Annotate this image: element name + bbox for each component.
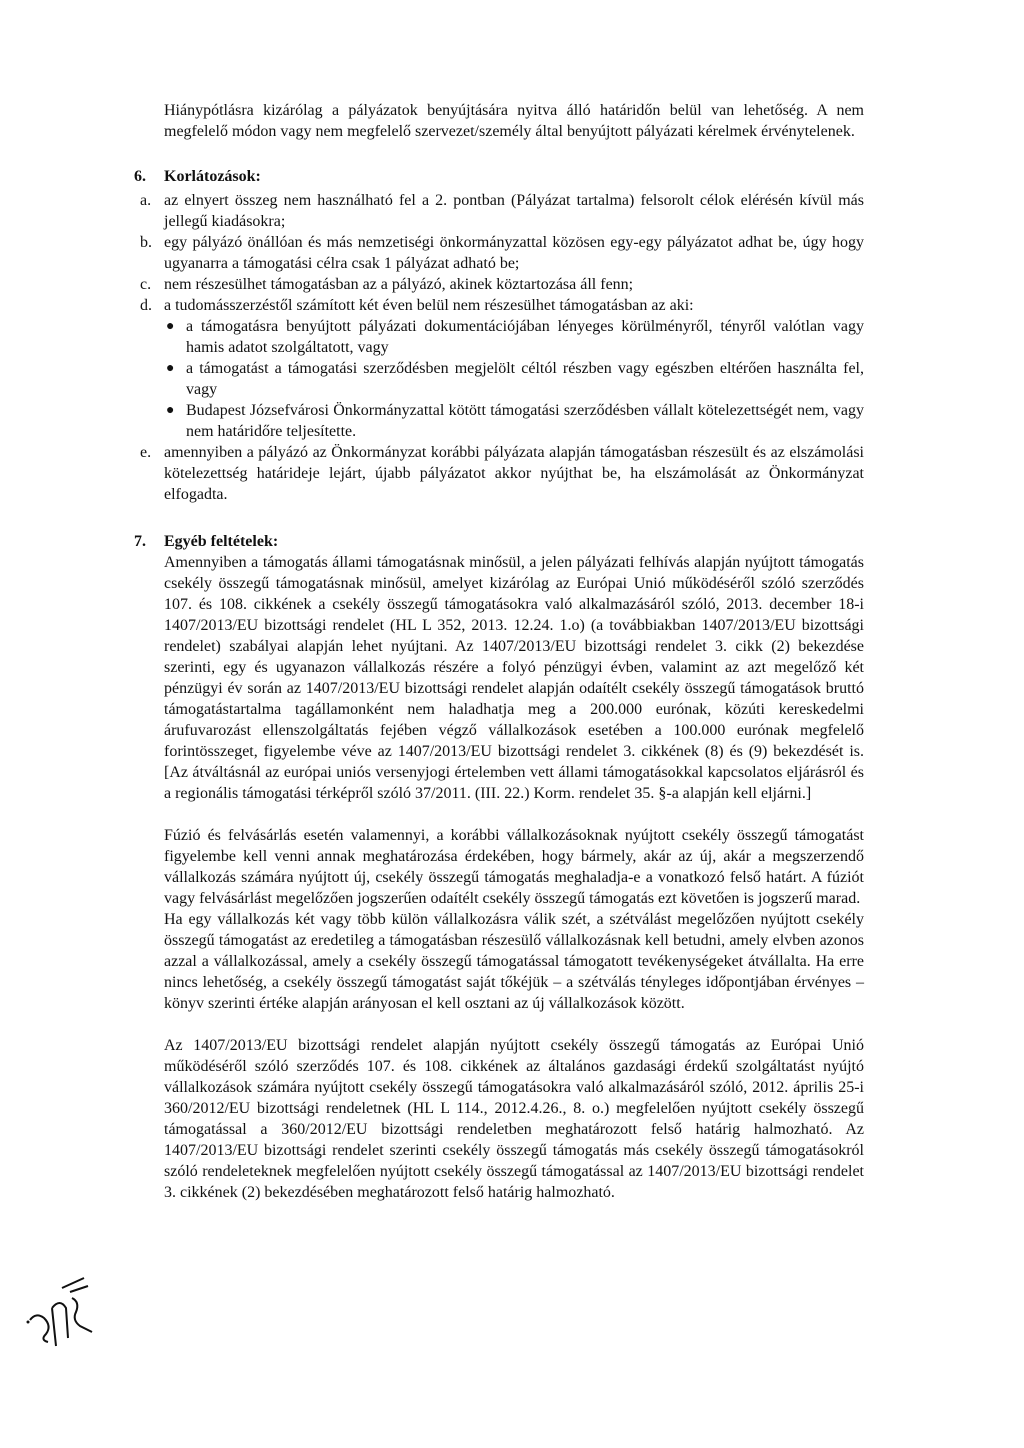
section-7-paragraph-1: Amennyiben a támogatás állami támogatásnak minősül, a jelen pályázati felhívás alapján nyújtott támogatás csekély összegű támogatásnak minősül, amelyet kizárólag az Európai Unió működéséről szóló szerződés 107. és 108. cikkének a csekély összegű támogatásokra való alkalmazásáról szóló, 2013. december 18-i 1407/2013/EU bizottsági rendelet (HL L 352, 2013. 12.24. 1.o) (a továbbiakban 1407/2013/EU bizottsági rendelet) szabályai alapján lehet nyújtani. Az 1407/2013/EU bizottsági rendelet 3. cikk (2) bekezdése szerinti, egy és ugyanazon vállalkozás részére a folyó pénzügyi évben, valamint az azt megelőző két pénzügyi év során az 1407/2013/EU bizottsági rendelet alapján odaítélt csekély összegű támogatások bruttó támogatástartalma tagállamonként nem haladhatja meg a 200.000 eurónak, közúti kereskedelmi árufuvarozást ellenszolgáltatás fejében végző vállalkozások esetében a 100.000 eurónak megfelelő forintösszeget, figyelembe véve az 1407/2013/EU bizottsági rendelet 3. cikkének (8) és (9) bekezdését is. [Az átváltásnál az európai uniós versenyjogi értelemben vett állami támogatásokkal kapcsolatos eljárásról és a regionális támogatási térképről szóló 37/2011. (III. 22.) Korm. rendelet 35. §-a alapján kell eljárni.] [164, 554, 864, 802]
restriction-d-bullets [164, 316, 864, 442]
item-text: nem részesülhet támogatásban az a pályázó, akinek köztartozása áll fenn; [164, 276, 634, 293]
item-letter: d. [140, 297, 152, 314]
item-text: egy pályázó önállóan és más nemzetiségi önkormányzattal közösen egy-egy pályázatot adhat be, úgy hogy ugyanarra a támogatási célra csak 1 pályázat adható be; [164, 234, 864, 272]
restriction-item-b [140, 232, 864, 274]
section-7-paragraph-3: Ha egy vállalkozás két vagy több külön vállalkozásra válik szét, a szétválást megelőzően nyújtott csekély összegű támogatást az eredetileg a támogatásban részesülő vállalkozásnak kell betudni, amely elvben azonos azzal a vállalkozással, amely a csekély összegű támogatással támogatott tevékenységeket átvállalta. Ha erre nincs lehetőség, a csekély összegű támogatást saját tőkéjük – a szétválás tényleges időpontjában érvényes – könyv szerinti értéke alapján arányosan el kell osztani az új vállalkozások között. [164, 911, 864, 1012]
item-text: amennyiben a pályázó az Önkormányzat korábbi pályázata alapján támogatásban részesült és az elszámolási kötelezettség határideje lejárt, újabb pályázatot akkor nyújthat be, ha elszámolását az Önkormányzat elfogadta. [164, 444, 864, 503]
document-body [134, 100, 864, 1203]
bullet-text: a támogatásra benyújtott pályázati dokumentációjában lényeges körülményről, tényről valótlan vagy hamis adatot szolgáltatott, vagy [186, 318, 864, 356]
bullet-icon: ● [166, 319, 175, 334]
restriction-item-d [140, 295, 864, 442]
section-7 [134, 531, 864, 1203]
bullet-item [166, 316, 864, 358]
item-letter: c. [140, 276, 152, 293]
section-7-title: Egyéb feltételek: [164, 533, 279, 550]
paragraph-gap [164, 1014, 864, 1035]
restriction-item-c [140, 274, 864, 295]
section-7-paragraph-4: Az 1407/2013/EU bizottsági rendelet alapján nyújtott csekély összegű támogatás az Európai Unió működéséről szóló szerződés 107. és 108. cikkének az általános gazdasági érdekű szolgáltatást nyújtó vállalkozások számára nyújtott csekély összegű támogatásokra való alkalmazásáról szóló, 2012. április 25-i 360/2012/EU bizottsági rendeletnek (HL L 114., 2012.4.26., 8. o.) megfelelően nyújtott csekély összegű támogatással a 360/2012/EU bizottsági rendeletben meghatározott felső határig halmozható. Az 1407/2013/EU bizottsági rendelet szerinti csekély összegű támogatás más csekély összegű támogatásokról szóló rendeleteknek megfelelően nyújtott csekély összegű támogatással az 1407/2013/EU bizottsági rendelet 3. cikkének (2) bekezdésében meghatározott felső határig halmozható. [164, 1037, 864, 1201]
item-text: az elnyert összeg nem használható fel a 2. pontban (Pályázat tartalma) felsorolt célok elérésén kívül más jellegű kiadásokra; [164, 192, 864, 230]
bullet-text: a támogatást a támogatási szerződésben megjelölt céltól részben vagy egészben eltérően használta fel, vagy [186, 360, 864, 398]
signature-icon [22, 1268, 102, 1352]
intro-paragraph: Hiánypótlásra kizárólag a pályázatok benyújtására nyitva álló határidőn belül van lehetőség. A nem megfelelő módon vagy nem megfelelő szervezet/személy által benyújtott pályázati kérelmek érvénytelenek. [164, 102, 864, 140]
section-6 [134, 166, 864, 505]
item-letter: a. [140, 192, 152, 209]
paragraph-gap [164, 804, 864, 825]
restriction-item-a [140, 190, 864, 232]
item-letter: b. [140, 234, 152, 251]
bullet-item [166, 400, 864, 442]
section-6-title: Korlátozások: [164, 168, 261, 185]
item-letter: e. [140, 444, 152, 461]
section-6-heading [134, 166, 864, 187]
restriction-item-e [140, 442, 864, 505]
bullet-icon: ● [166, 403, 175, 418]
bullet-icon: ● [166, 361, 175, 376]
section-7-heading [134, 531, 864, 552]
section-7-number: 7. [134, 533, 146, 550]
item-text: a tudomásszerzéstől számított két éven belül nem részesülhet támogatásban az aki: [164, 297, 694, 314]
bullet-item [166, 358, 864, 400]
section-6-number: 6. [134, 168, 146, 185]
section-7-paragraph-2: Fúzió és felvásárlás esetén valamennyi, a korábbi vállalkozásoknak nyújtott csekély összegű támogatást figyelembe kell venni annak meghatározása érdekében, hogy bármely, akár az új, akár a megszerzendő vállalkozás számára nyújtott új, csekély összegű támogatás meghaladja-e a vonatkozó felső határt. A fúziót vagy felvásárlást megelőzően jogszerűen odaítélt csekély összegű támogatás ezt követően is jogszerű marad. [164, 827, 864, 907]
restrictions-list [140, 190, 864, 505]
bullet-text: Budapest Józsefvárosi Önkormányzattal kötött támogatási szerződésben vállalt kötelezettségét nem, vagy nem határidőre teljesítette. [186, 402, 864, 440]
